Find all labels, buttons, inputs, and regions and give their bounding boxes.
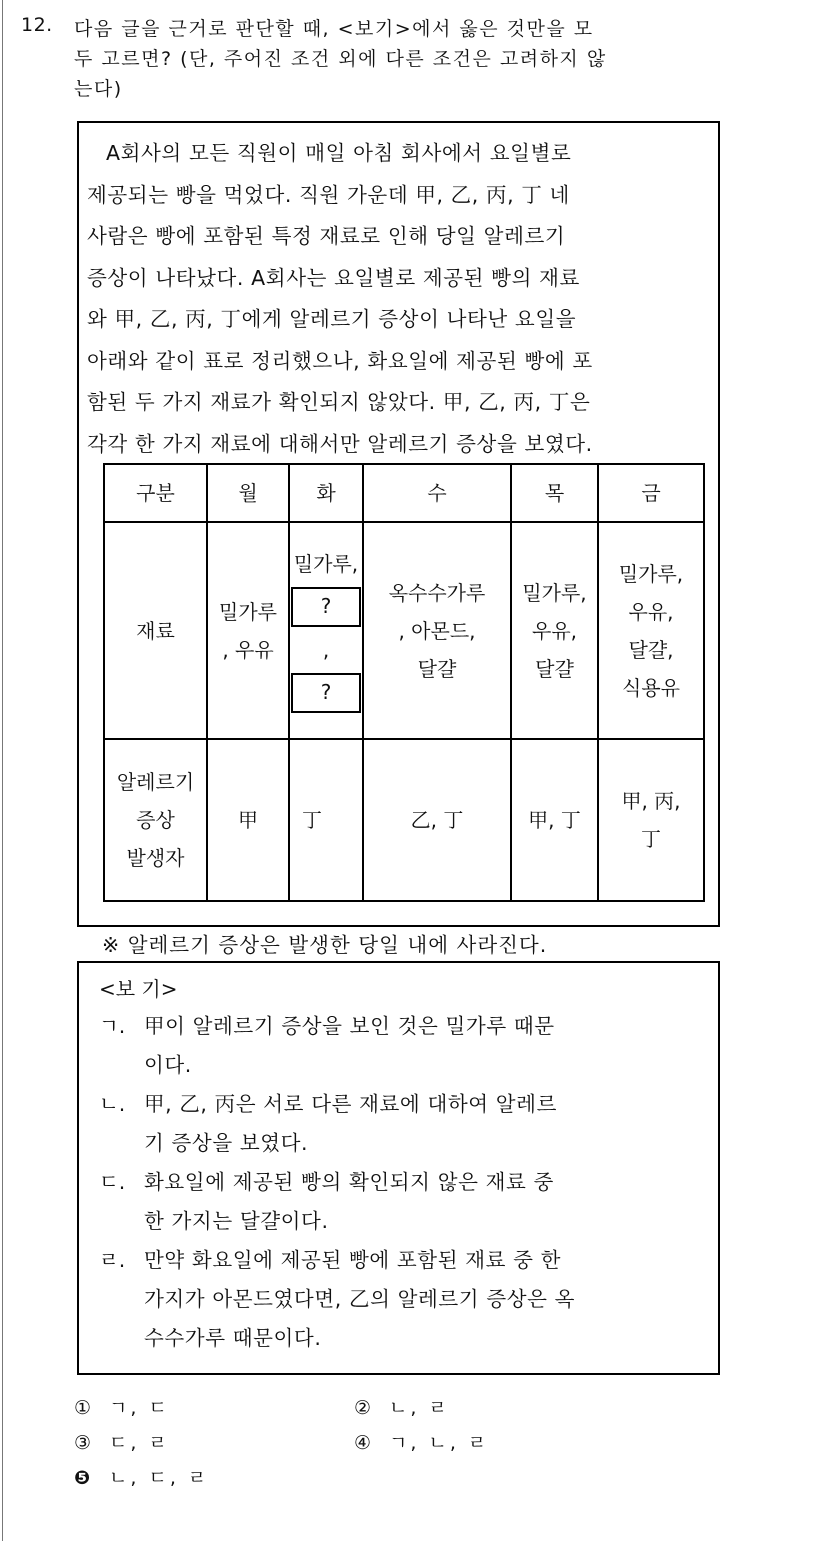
cell-mon-ingredients: 밀가루 , 우유: [207, 522, 289, 739]
bogi-mark: ㄴ.: [99, 1092, 126, 1116]
cell-tue-ingredients: 밀가루, ?, ?: [289, 522, 363, 739]
header-wed: 수: [363, 464, 511, 522]
cell-wed-ingredients: 옥수수가루 , 아몬드, 달걀: [363, 522, 511, 739]
header-tue: 화: [289, 464, 363, 522]
table-header-row: [104, 464, 704, 522]
header-thu: 목: [511, 464, 598, 522]
choice-5-selected[interactable]: [74, 1463, 209, 1490]
choice-2[interactable]: [354, 1393, 450, 1420]
bogi-mark: ㄷ.: [99, 1170, 126, 1194]
bogi-item-digeut: ㄷ. 화요일에 제공된 빵의 확인되지 않은 재료 중 한 가지는 달걀이다.: [99, 1163, 709, 1241]
header-category: 구분: [104, 464, 207, 522]
passage-line: 아래와 같이 표로 정리했으나, 화요일에 제공된 빵에 포: [87, 348, 593, 373]
passage-line: 사람은 빵에 포함된 특정 재료로 인해 당일 알레르기: [87, 224, 566, 248]
question-line: 두 고르면? (단, 주어진 조건 외에 다른 조건은 고려하지 않: [74, 48, 607, 70]
cell-fri-allergy: 甲, 丙, 丁: [598, 739, 704, 901]
choice-3[interactable]: [74, 1428, 170, 1455]
bogi-mark: ㄹ.: [99, 1248, 126, 1272]
ingredient-allergy-table: [103, 463, 705, 902]
footnote: ※ 알레르기 증상은 발생한 당일 내에 사라진다.: [102, 933, 548, 957]
choice-number: ④: [354, 1432, 375, 1454]
passage-line: 와 甲, 乙, 丙, 丁에게 알레르기 증상이 나타난 요일을: [87, 307, 577, 331]
cell-thu-allergy: 甲, 丁: [511, 739, 598, 901]
bogi-title: <보 기>: [99, 977, 178, 1001]
table-row-allergy: [104, 739, 704, 901]
bogi-item-rieul: ㄹ. 만약 화요일에 제공된 빵에 포함된 재료 중 한 가지가 아몬드였다면, 乙의 알레르기 증상은 옥 수수가루 때문이다.: [99, 1241, 709, 1358]
header-fri: 금: [598, 464, 704, 522]
question-stem: [74, 14, 794, 104]
bogi-items: [99, 1007, 709, 1358]
passage-line: 함된 두 가지 재료가 확인되지 않았다. 甲, 乙, 丙, 丁은: [87, 390, 591, 414]
header-mon: 월: [207, 464, 289, 522]
cell-mon-allergy: 甲: [207, 739, 289, 901]
cell-fri-ingredients: 밀가루, 우유, 달걀, 식용유: [598, 522, 704, 739]
choice-1[interactable]: [74, 1393, 170, 1420]
table-row-ingredients: [104, 522, 704, 739]
choice-text: ㄷ, ㄹ: [109, 1432, 170, 1454]
passage-line: 각각 한 가지 재료에 대해서만 알레르기 증상을 보였다.: [87, 431, 593, 456]
passage-text: [79, 133, 718, 465]
page-left-border: [2, 0, 3, 1541]
question-line: 는다): [74, 78, 123, 100]
choice-4[interactable]: [354, 1428, 489, 1455]
choice-text: ㄱ, ㄴ, ㄹ: [389, 1432, 490, 1454]
question-line: 다음 글을 근거로 판단할 때, <보기>에서 옳은 것만을 모: [74, 18, 594, 40]
unknown-ingredient-box: ?: [291, 673, 361, 713]
bogi-mark: ㄱ.: [99, 1014, 126, 1038]
passage-line: 증상이 나타났다. A회사는 요일별로 제공된 빵의 재료: [87, 265, 580, 290]
bogi-item-giyeok: ㄱ. 甲이 알레르기 증상을 보인 것은 밀가루 때문 이다.: [99, 1007, 709, 1085]
choice-number-filled: ❺: [74, 1467, 94, 1489]
cell-wed-allergy: 乙, 丁: [363, 739, 511, 901]
choice-text: ㄴ, ㄹ: [389, 1397, 450, 1419]
choice-number: ②: [354, 1397, 375, 1419]
row-label-ingredients: 재료: [104, 522, 207, 739]
choice-text: ㄱ, ㄷ: [109, 1397, 170, 1419]
bogi-box: [77, 961, 720, 1375]
row-label-allergy: 알레르기 증상 발생자: [104, 739, 207, 901]
passage-line: 제공되는 빵을 먹었다. 직원 가운데 甲, 乙, 丙, 丁 네: [87, 182, 570, 207]
passage-line: A회사의 모든 직원이 매일 아침 회사에서 요일별로: [106, 141, 572, 165]
choice-number: ③: [74, 1432, 95, 1454]
bogi-item-nieun: ㄴ. 甲, 乙, 丙은 서로 다른 재료에 대하여 알레르 기 증상을 보였다.: [99, 1085, 709, 1163]
choice-text: ㄴ, ㄷ, ㄹ: [109, 1467, 210, 1489]
cell-thu-ingredients: 밀가루, 우유, 달걀: [511, 522, 598, 739]
question-number: 12.: [21, 14, 53, 36]
unknown-ingredient-box: ?: [291, 587, 361, 627]
cell-tue-allergy: 丁: [289, 739, 363, 901]
passage-box: [77, 121, 720, 927]
choice-number: ①: [74, 1397, 95, 1419]
